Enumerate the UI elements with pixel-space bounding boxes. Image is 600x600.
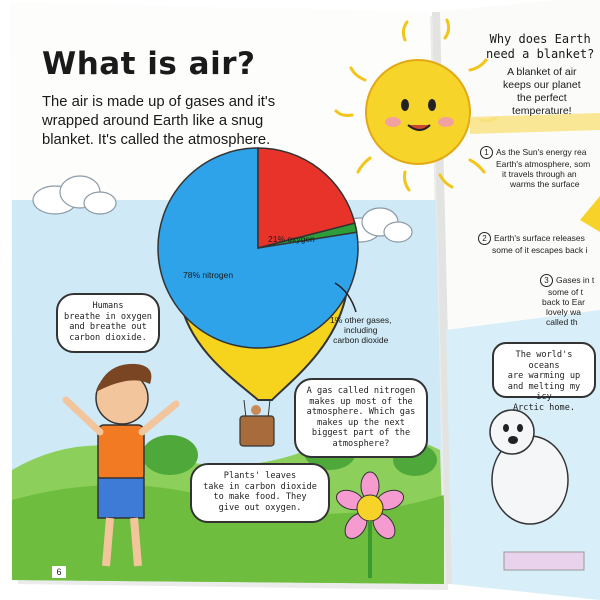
right-heading-line: need a blanket? xyxy=(486,47,595,61)
step-line: lovely wa xyxy=(546,307,581,317)
bubble-line: and breathe out xyxy=(69,322,147,332)
speech-bubble-humans xyxy=(56,293,160,353)
speech-bubble-nitrogen xyxy=(294,378,428,458)
step-line: back to Ear xyxy=(542,297,585,307)
step-3 xyxy=(540,274,594,327)
bubble-line: A gas called nitrogen xyxy=(306,386,416,396)
bubble-line: take in carbon dioxide xyxy=(203,481,317,492)
bubble-line: makes up the next xyxy=(317,417,405,428)
step-number: 2 xyxy=(478,232,491,245)
page-number: 6 xyxy=(52,566,66,578)
pie-label-other-line: carbon dioxide xyxy=(333,335,389,345)
bubble-line: biggest part of the xyxy=(311,428,411,438)
bubble-line: Plants' leaves xyxy=(223,471,297,481)
pie-label-nitrogen: 78% nitrogen xyxy=(183,270,234,280)
step-1 xyxy=(480,146,590,189)
step-line: warms the surface xyxy=(510,179,580,189)
intro-line: blanket. It's called the atmosphere. xyxy=(42,132,271,148)
bubble-line: give out oxygen. xyxy=(218,502,302,513)
bubble-line: atmosphere? xyxy=(332,438,390,449)
step-line: some of t xyxy=(548,287,583,297)
pie-label-other xyxy=(330,315,391,345)
pie-label-other-line: 1% other gases, xyxy=(330,315,392,325)
step-line: As the Sun's energy rea xyxy=(496,147,587,157)
bubble-line: atmosphere. Which gas xyxy=(306,407,416,417)
speech-bubble-plants xyxy=(190,463,330,523)
step-line: Earth's surface releases xyxy=(494,233,585,243)
step-line: called th xyxy=(546,317,578,327)
bubble-line: Humans xyxy=(92,301,124,311)
step-line: Earth's atmosphere, som xyxy=(496,159,591,169)
right-sub-line: keeps our planet xyxy=(503,79,581,91)
right-subheading xyxy=(503,66,581,118)
pie-label-oxygen: 21% oxygen xyxy=(268,234,315,244)
right-sub-line: A blanket of air xyxy=(507,66,577,78)
right-sub-line: temperature! xyxy=(512,105,572,117)
step-line: it travels through an xyxy=(502,169,577,179)
bubble-line: carbon dioxide. xyxy=(69,332,147,343)
step-line: Gases in t xyxy=(556,275,595,285)
intro-paragraph xyxy=(42,93,275,150)
step-number: 3 xyxy=(540,274,553,287)
intro-line: wrapped around Earth like a snug xyxy=(42,113,264,129)
bubble-line: and melting my icy xyxy=(507,381,581,402)
intro-line: The air is made up of gases and it's xyxy=(42,94,276,110)
page-title: What is air? xyxy=(42,46,256,82)
right-heading-line: Why does Earth xyxy=(489,32,591,46)
step-number: 1 xyxy=(480,146,493,159)
bubble-line: The world's oceans xyxy=(515,350,573,371)
bubble-line: are warming up xyxy=(507,371,581,381)
pie-label-other-line: including xyxy=(343,325,378,335)
right-heading xyxy=(486,32,594,62)
bubble-line: to make food. They xyxy=(213,492,307,502)
bubble-line: makes up most of the xyxy=(309,396,413,407)
bubble-line: breathe in oxygen xyxy=(64,311,152,322)
right-sub-line: the perfect xyxy=(517,92,567,104)
speech-bubble-bear xyxy=(492,342,596,413)
step-2 xyxy=(478,232,587,255)
bubble-line: Arctic home. xyxy=(512,402,576,413)
step-line: some of it escapes back i xyxy=(492,245,588,255)
